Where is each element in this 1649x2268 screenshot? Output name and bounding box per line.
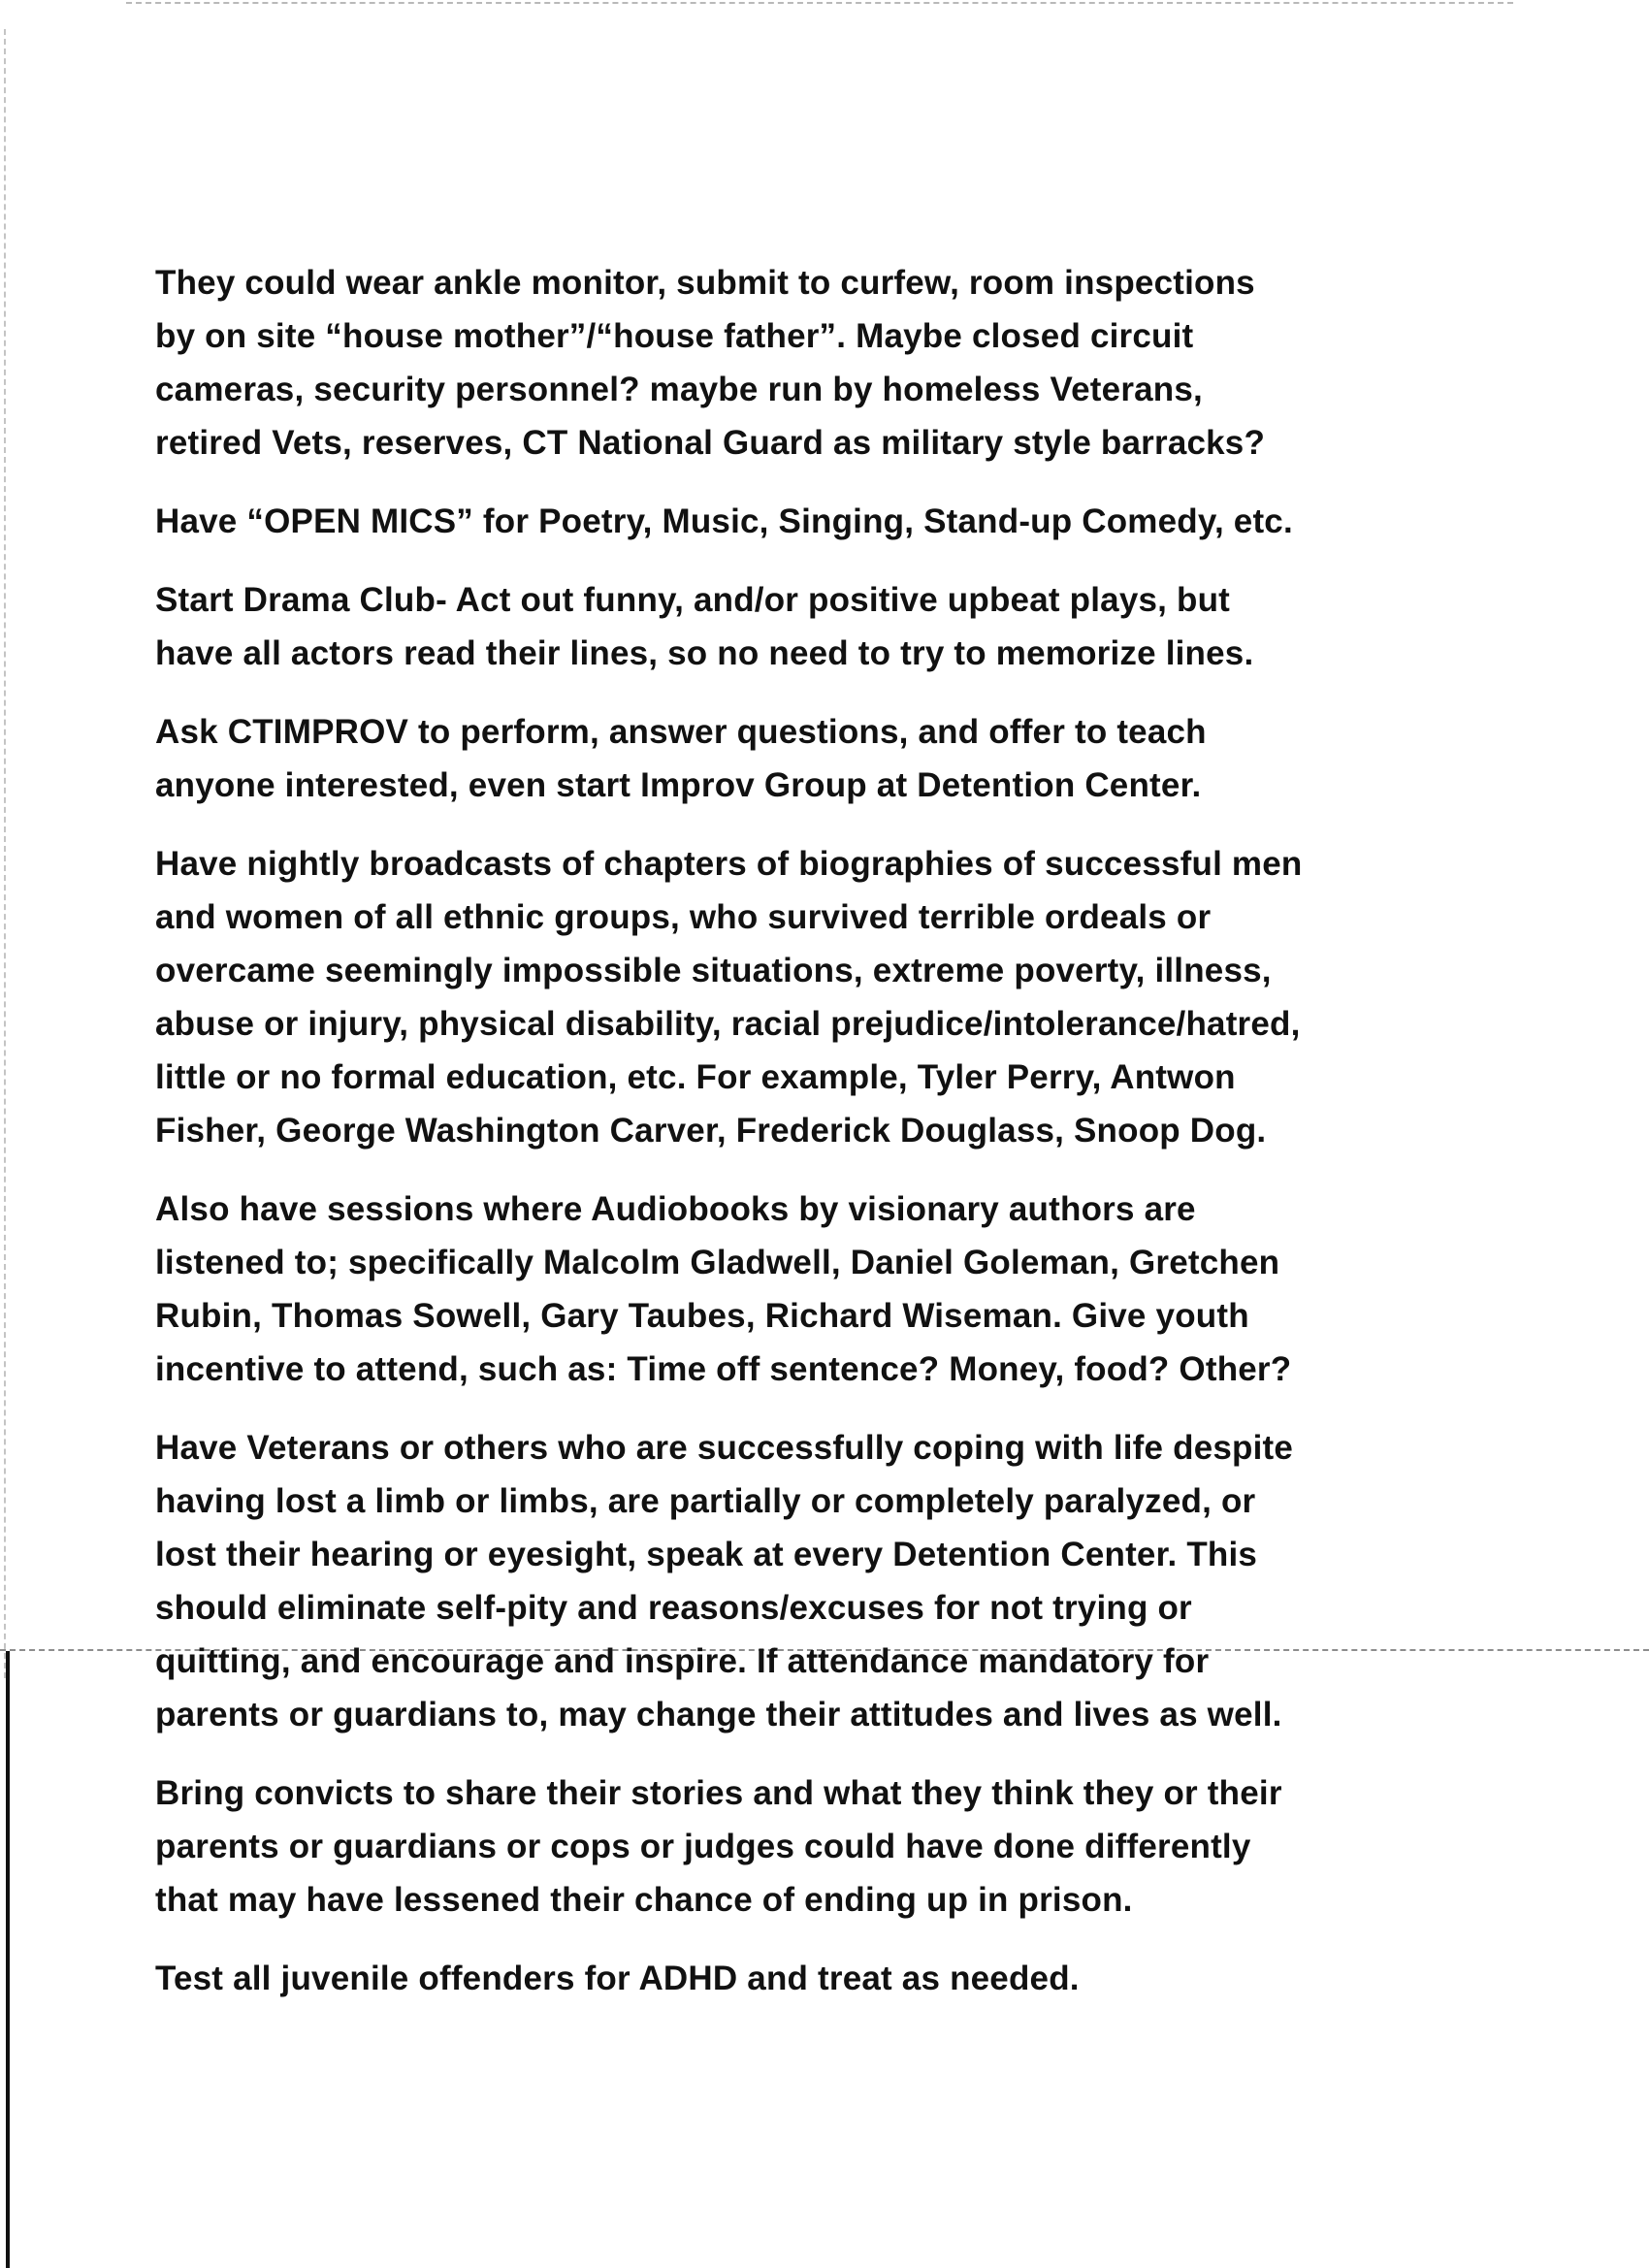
text-line: overcame seemingly impossible situations, extreme poverty, illness, xyxy=(155,952,1272,989)
text-line: listened to; specifically Malcolm Gladwell, Daniel Goleman, Gretchen xyxy=(155,1244,1280,1281)
text-line: that may have lessened their chance of ending up in prison. xyxy=(155,1881,1133,1919)
text-line: incentive to attend, such as: Time off sentence? Money, food? Other? xyxy=(155,1350,1292,1388)
paragraph-improv xyxy=(155,705,1552,812)
text-line: Fisher, George Washington Carver, Frederick Douglass, Snoop Dog. xyxy=(155,1112,1267,1150)
paragraph-audiobooks xyxy=(155,1183,1552,1396)
paragraph-supervision xyxy=(155,256,1552,470)
text-line: retired Vets, reserves, CT National Guard as military style barracks? xyxy=(155,424,1266,462)
paragraph-convicts xyxy=(155,1766,1552,1927)
scan-edge-left xyxy=(4,29,6,1678)
text-line: cameras, security personnel? maybe run by homeless Veterans, xyxy=(155,371,1203,408)
paragraph-open-mics xyxy=(155,495,1552,548)
text-line: parents or guardians to, may change their attitudes and lives as well. xyxy=(155,1696,1282,1733)
text-line: Start Drama Club- Act out funny, and/or positive upbeat plays, but xyxy=(155,581,1231,619)
paragraph-biographies xyxy=(155,837,1552,1157)
paragraph-drama-club xyxy=(155,573,1552,680)
text-line: have all actors read their lines, so no need to try to memorize lines. xyxy=(155,634,1254,672)
text-line: abuse or injury, physical disability, racial prejudice/intolerance/hatred, xyxy=(155,1005,1301,1043)
text-line: anyone interested, even start Improv Group at Detention Center. xyxy=(155,766,1202,804)
text-line: Test all juvenile offenders for ADHD and treat as needed. xyxy=(155,1960,1080,1997)
text-line: little or no formal education, etc. For example, Tyler Perry, Antwon xyxy=(155,1058,1236,1096)
paragraph-veterans xyxy=(155,1421,1552,1741)
text-line: quitting, and encourage and inspire. If attendance mandatory for xyxy=(155,1642,1210,1680)
text-line: Have “OPEN MICS” for Poetry, Music, Singing, Stand-up Comedy, etc. xyxy=(155,502,1293,540)
text-line: Have Veterans or others who are successfully coping with life despite xyxy=(155,1429,1294,1467)
text-line: Rubin, Thomas Sowell, Gary Taubes, Richard Wiseman. Give youth xyxy=(155,1297,1249,1335)
text-line: Also have sessions where Audiobooks by visionary authors are xyxy=(155,1190,1196,1228)
text-line: They could wear ankle monitor, submit to curfew, room inspections xyxy=(155,264,1255,302)
text-line: by on site “house mother”/“house father”. Maybe closed circuit xyxy=(155,317,1194,355)
document-body xyxy=(155,256,1552,2030)
scan-edge-bottom-left xyxy=(6,1651,10,2268)
text-line: Bring convicts to share their stories and what they think they or their xyxy=(155,1774,1282,1812)
text-line: Ask CTIMPROV to perform, answer questions, and offer to teach xyxy=(155,713,1207,751)
text-line: parents or guardians or cops or judges could have done differently xyxy=(155,1828,1251,1865)
scan-edge-top xyxy=(126,2,1513,4)
text-line: Have nightly broadcasts of chapters of biographies of successful men xyxy=(155,845,1303,883)
text-line: should eliminate self-pity and reasons/excuses for not trying or xyxy=(155,1589,1192,1627)
paragraph-adhd xyxy=(155,1952,1552,2005)
text-line: and women of all ethnic groups, who survived terrible ordeals or xyxy=(155,898,1212,936)
text-line: lost their hearing or eyesight, speak at every Detention Center. This xyxy=(155,1536,1258,1573)
text-line: having lost a limb or limbs, are partially or completely paralyzed, or xyxy=(155,1482,1256,1520)
